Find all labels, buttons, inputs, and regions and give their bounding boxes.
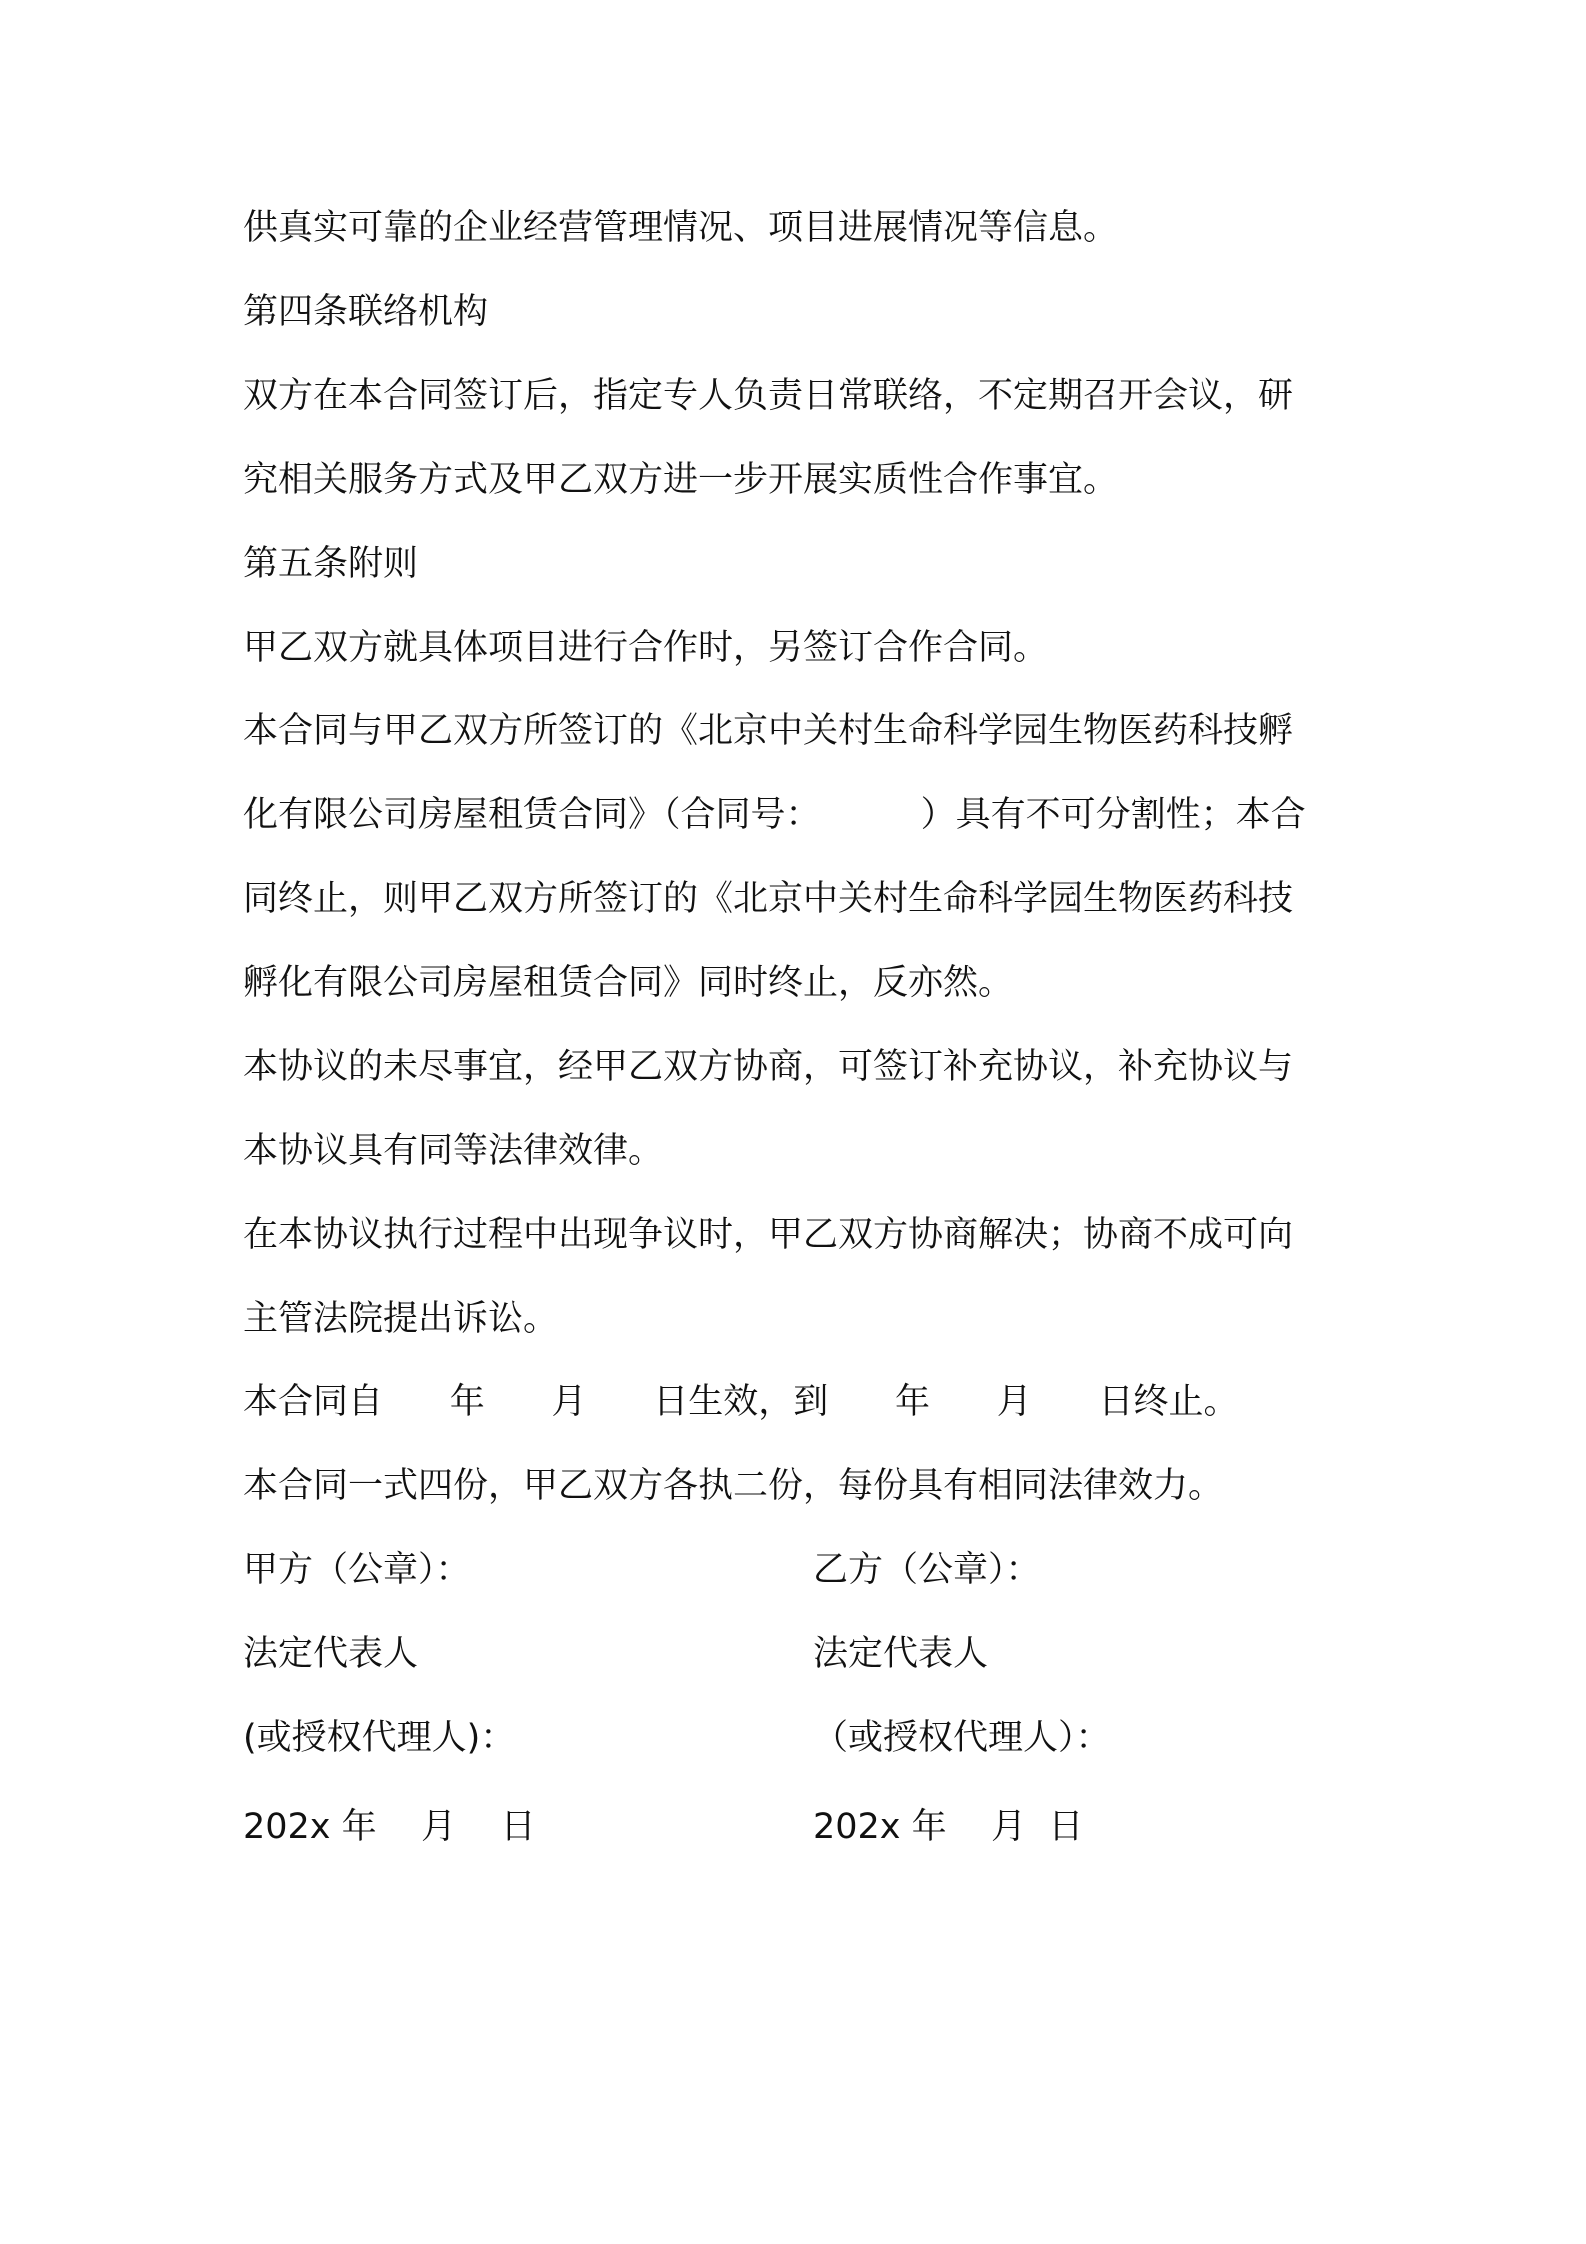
paragraph-line: 本合同一式四份，甲乙双方各执二份，每份具有相同法律效力。 — [243, 1466, 1224, 1506]
paragraph-line: 在本协议执行过程中出现争议时，甲乙双方协商解决；协商不成可向 — [243, 1215, 1294, 1255]
paragraph-line: 甲乙双方就具体项目进行合作时，另签订合作合同。 — [243, 628, 1049, 668]
party-a-agent: (或授权代理人)： — [243, 1718, 516, 1758]
party-b-seal: 乙方（公章）： — [813, 1550, 1041, 1590]
effective-date-line: 本合同自 年 月 日生效，到 年 月 日终止。 — [243, 1382, 1239, 1422]
paragraph-line: 究相关服务方式及甲乙双方进一步开展实质性合作事宜。 — [243, 460, 1119, 500]
paragraph-line: 本合同与甲乙双方所签订的《北京中关村生命科学园生物医药科技孵 — [243, 711, 1294, 751]
paragraph-line: 同终止，则甲乙双方所签订的《北京中关村生命科学园生物医药科技 — [243, 879, 1294, 919]
paragraph-line: 双方在本合同签订后，指定专人负责日常联络，不定期召开会议，研 — [243, 376, 1294, 416]
section-heading: 第五条附则 — [243, 544, 419, 584]
party-a-seal: 甲方（公章）： — [243, 1550, 471, 1590]
paragraph-line: 本协议的未尽事宜，经甲乙双方协商，可签订补充协议，补充协议与 — [243, 1047, 1294, 1087]
party-a-representative: 法定代表人 — [243, 1634, 419, 1674]
party-b-date: 202x 年 月 日 — [813, 1807, 1084, 1847]
paragraph-line: 孵化有限公司房屋租赁合同》同时终止，反亦然。 — [243, 963, 1014, 1003]
section-heading: 第四条联络机构 — [243, 292, 489, 332]
party-b-representative: 法定代表人 — [813, 1634, 989, 1674]
paragraph-line: 主管法院提出诉讼。 — [243, 1299, 559, 1339]
paragraph-line: 供真实可靠的企业经营管理情况、项目进展情况等信息。 — [243, 208, 1119, 248]
party-b-agent: （或授权代理人）： — [813, 1718, 1111, 1758]
paragraph-line: 本协议具有同等法律效律。 — [243, 1131, 664, 1171]
paragraph-line: 化有限公司房屋租赁合同》（合同号： ）具有不可分割性；本合 — [243, 795, 1306, 835]
party-a-date: 202x 年 月 日 — [243, 1807, 536, 1847]
